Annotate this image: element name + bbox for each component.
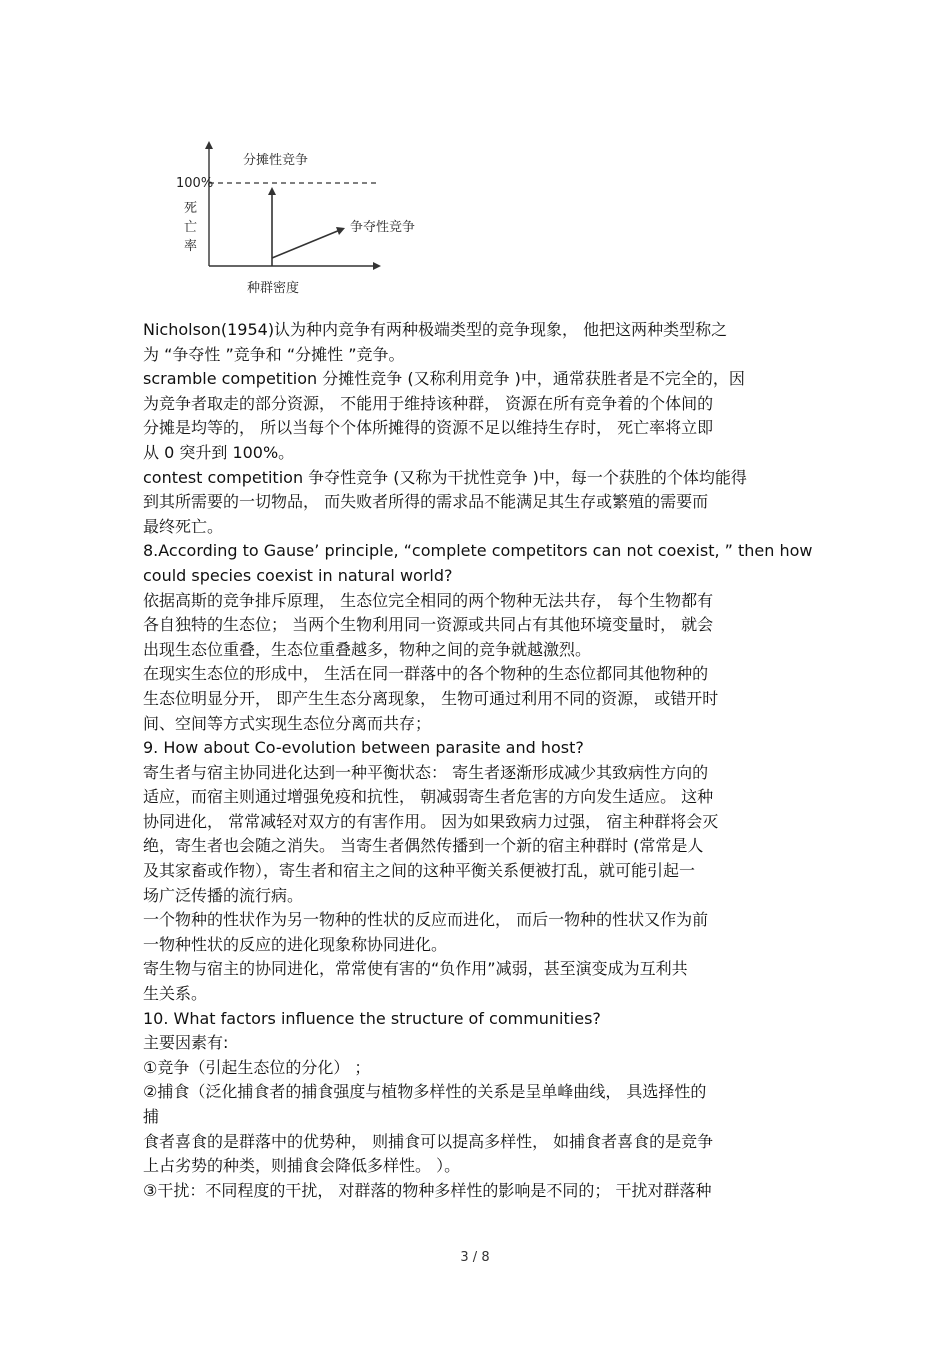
text-line: 从 0 突升到 100%。	[143, 442, 295, 462]
text-line: 生态位明显分开， 即产生生态分离现象， 生物可通过利用不同的资源， 或错开时	[143, 688, 719, 708]
text-line: 到其所需要的一切物品， 而失败者所得的需求品不能满足其生存或繁殖的需要而	[143, 492, 709, 512]
text-line: 场广泛传播的流行病。	[143, 885, 304, 905]
text-line: 食者喜食的是群落中的优势种， 则捕食可以提高多样性， 如捕食者喜食的是竞争	[143, 1131, 714, 1151]
text-line: 一物种性状的反应的进化现象称协同进化。	[143, 934, 448, 954]
y-label-char-3: 率	[184, 239, 198, 254]
y-label-char-1: 死	[184, 201, 198, 216]
text-line: 为 “争夺性 ”竞争和 “分摊性 ”竞争。	[143, 344, 405, 364]
text-line: 上占劣势的种类，则捕食会降低多样性。 ）。	[143, 1156, 461, 1176]
text-line: 及其家畜或作物），寄生者和宿主之间的这种平衡关系便被打乱，就可能引起一	[143, 861, 696, 881]
text-line: 适应，而宿主则通过增强免疫和抗性， 朝减弱寄生者危害的方向发生适应。 这种	[143, 787, 714, 807]
text-line: contest competition 争夺性竞争 (又称为干扰性竞争 )中，每一个获胜的个体均能得	[143, 467, 747, 487]
text-line: 协同进化， 常常减轻对双方的有害作用。 因为如果致病力过强， 宿主种群将会灭	[143, 811, 719, 831]
text-line: 寄生物与宿主的协同进化，常常使有害的“负作用”减弱，甚至演变成为互利共	[143, 959, 688, 979]
page-number: 3 / 8	[460, 1250, 490, 1265]
question-10: 10. What factors influence the structure of communities?	[143, 1008, 601, 1028]
text-line: 捕	[143, 1107, 160, 1126]
text-line: 在现实生态位的形成中， 生活在同一群落中的各个物种的生态位都同其他物种的	[143, 664, 709, 684]
text-line: Nicholson(1954)认为种内竞争有两种极端类型的竞争现象， 他把这两种类型称之	[143, 320, 728, 339]
x-axis-label: 种群密度	[247, 281, 300, 296]
text-line: 依据高斯的竞争排斥原理， 生态位完全相同的两个物种无法共存， 每个生物都有	[143, 590, 714, 610]
question-9: 9. How about Co-evolution between parasite and host?	[143, 738, 584, 758]
question-8-cont: could species coexist in natural world?	[143, 565, 453, 585]
text-line: 出现生态位重叠，生态位重叠越多，物种之间的竞争就越激烈。	[143, 639, 592, 659]
text-line: scramble competition 分摊性竞争 (又称利用竞争 )中，通常获胜者是不完全的，因	[143, 369, 745, 389]
text-line: 最终死亡。	[143, 516, 224, 536]
text-line: 寄生者与宿主协同进化达到一种平衡状态： 寄生者逐渐形成减少其致病性方向的	[143, 762, 709, 782]
y-axis-arrow	[205, 141, 213, 149]
list-item: ③干扰：不同程度的干扰， 对群落的物种多样性的影响是不同的； 干扰对群落种	[143, 1180, 712, 1200]
contest-label: 争夺性竞争	[350, 220, 416, 235]
mortality-density-figure	[140, 138, 445, 308]
text-line: 间、空间等方式实现生态位分离而共存；	[143, 713, 432, 733]
text-line: 生关系。	[143, 984, 208, 1004]
document-body	[143, 318, 813, 1203]
contest-competition-line	[272, 230, 340, 258]
list-item: ②捕食（泛化捕食者的捕食强度与植物多样性的关系是呈单峰曲线， 具选择性的	[143, 1082, 707, 1102]
question-8: 8.According to Gause’ principle, “complete competitors can not coexist, ” then how	[143, 541, 813, 561]
x-axis-arrow	[373, 262, 381, 270]
text-line: 绝，寄生者也会随之消失。 当寄生者偶然传播到一个新的宿主种群时 (常常是人	[143, 836, 704, 856]
text-line: 一个物种的性状作为另一物种的性状的反应而进化， 而后一物种的性状又作为前	[143, 910, 709, 930]
text-line: 分摊是均等的， 所以当每个个体所摊得的资源不足以维持生存时， 死亡率将立即	[143, 418, 714, 438]
list-item: ①竞争（引起生态位的分化） ；	[143, 1057, 371, 1077]
text-line: 各自独特的生态位； 当两个生物利用同一资源或共同占有其他环境变量时， 就会	[143, 615, 714, 635]
text-line: 主要因素有:	[143, 1033, 229, 1053]
scramble-label: 分摊性竞争	[243, 153, 309, 168]
text-line: 为竞争者取走的部分资源， 不能用于维持该种群， 资源在所有竞争着的个体间的	[143, 393, 714, 413]
y-tick-100: 100%	[176, 176, 214, 191]
scramble-arrow	[268, 187, 276, 195]
y-label-char-2: 亡	[184, 220, 198, 235]
competition-diagram	[140, 138, 445, 308]
